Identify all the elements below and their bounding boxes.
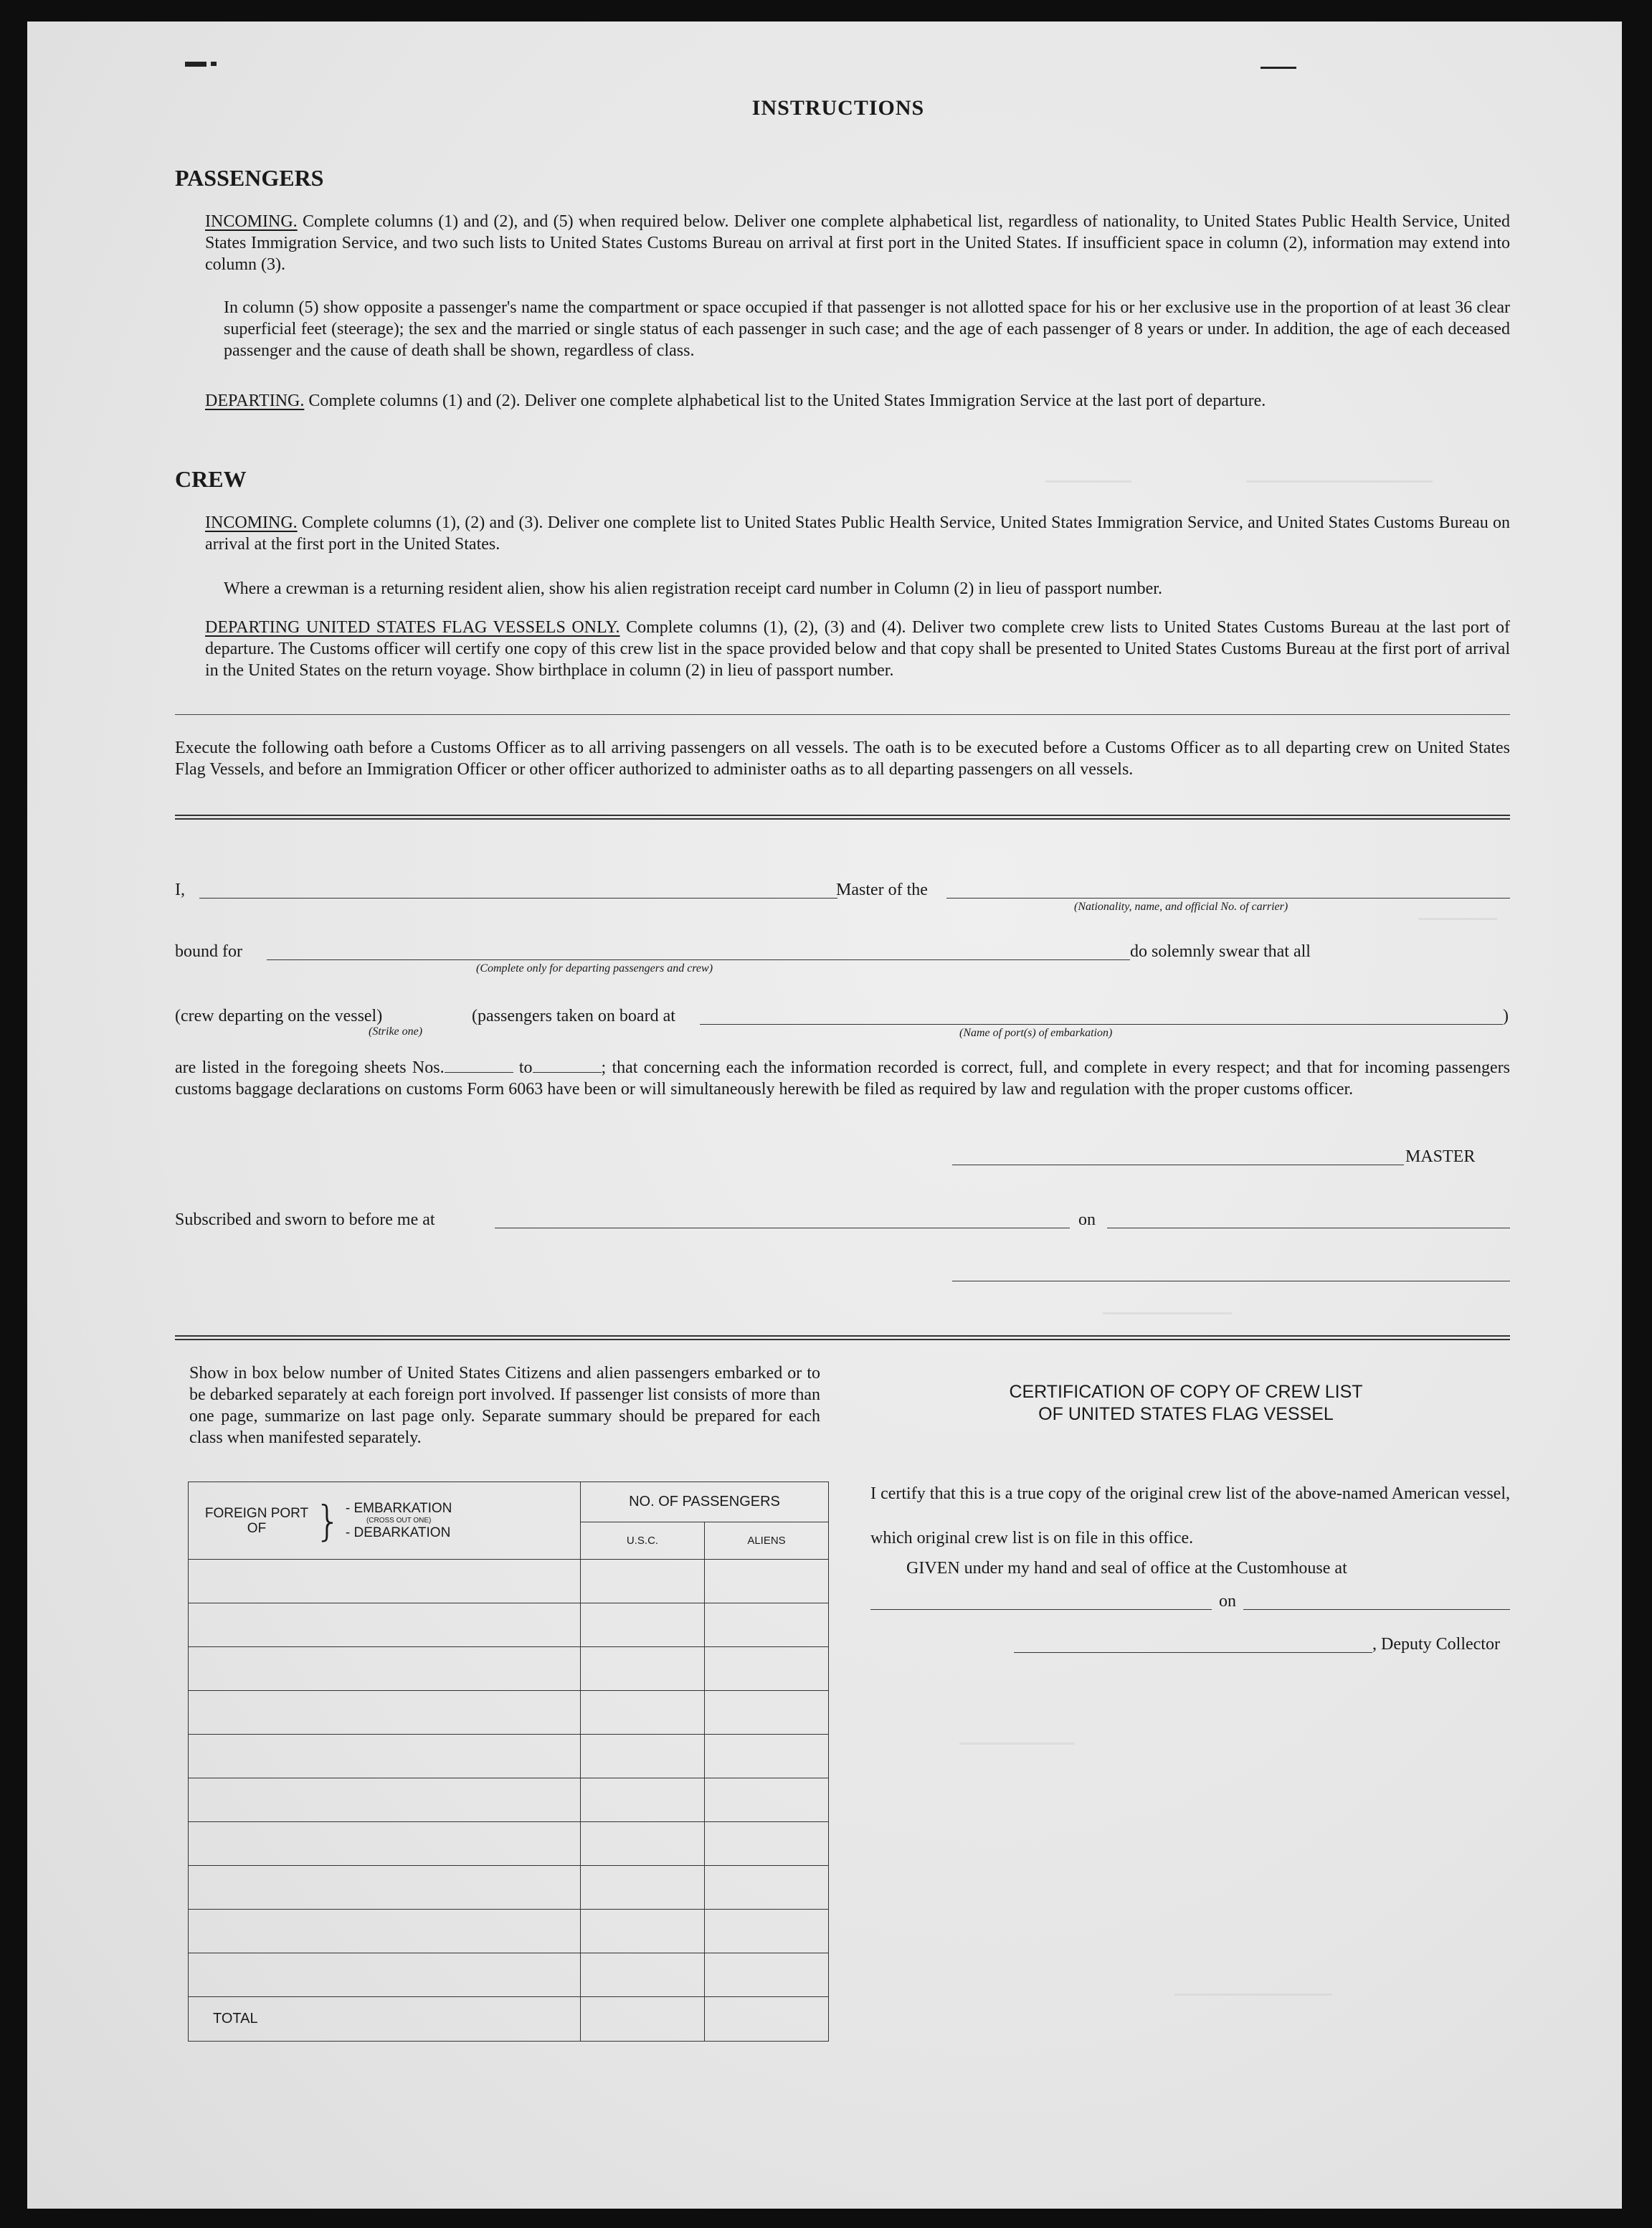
summary-row[interactable]	[189, 1735, 829, 1778]
customhouse-field[interactable]	[870, 1609, 1212, 1610]
certification-text: I certify that this is a true copy of the original crew list of the above-named American vessel, which original crew list is on file in this office.	[870, 1484, 1510, 1547]
form-sheet	[27, 22, 1622, 2209]
oath-name-field[interactable]	[199, 898, 837, 899]
oath-bound-for-label: bound for	[175, 942, 242, 961]
oath-sheets-paragraph	[175, 1057, 1510, 1100]
certification-date-field[interactable]	[1243, 1609, 1510, 1610]
subscribed-label: Subscribed and sworn to before me at	[175, 1210, 435, 1229]
passengers-departing-paragraph	[205, 390, 1510, 412]
summary-col-foreign-port: FOREIGN PORT OF	[204, 1505, 309, 1536]
oath-sheets-to: to	[518, 1058, 533, 1077]
brace-icon: }	[315, 1496, 341, 1545]
passenger-summary-table	[188, 1482, 829, 2042]
page-title: INSTRUCTIONS	[751, 96, 925, 120]
oath-bound-caption: (Complete only for departing passengers and crew)	[476, 962, 713, 975]
summary-total-row[interactable]	[189, 1997, 829, 2042]
double-divider	[175, 1335, 1510, 1340]
oath-swear-text: do solemnly swear that all	[1130, 942, 1311, 961]
certification-title-line2: OF UNITED STATES FLAG VESSEL	[1038, 1404, 1334, 1424]
crew-departing-label: DEPARTING UNITED STATES FLAG VESSELS ONLY.	[205, 618, 620, 637]
summary-cross-out: (CROSS OUT ONE)	[366, 1517, 432, 1525]
summary-header-port	[189, 1482, 581, 1560]
certification-title	[870, 1381, 1501, 1426]
passengers-incoming-paragraph	[205, 211, 1510, 275]
summary-row[interactable]	[189, 1953, 829, 1997]
passengers-departing-label: DEPARTING.	[205, 392, 305, 410]
oath-strike-one-caption: (Strike one)	[369, 1025, 423, 1038]
summary-debarkation[interactable]: - DEBARKATION	[345, 1525, 451, 1540]
crew-incoming-label: INCOMING.	[205, 513, 298, 532]
oath-destination-field[interactable]	[267, 959, 1130, 960]
crew-incoming-text: Complete columns (1), (2) and (3). Deliver one complete list to United States Public Health Service, United States Immigration Service, and United States Customs Bureau on arrival at the first port in the United States.	[205, 513, 1511, 554]
summary-no-passengers: NO. OF PASSENGERS	[581, 1482, 829, 1522]
summary-embarkation[interactable]: - EMBARKATION	[345, 1501, 452, 1516]
passengers-incoming-text: Complete columns (1) and (2), and (5) when required below. Deliver one complete alphabetical list, regardless of nationality, to United States Public Health Service, United States Immigration Service, and two such lists to United States Customs Bureau on arrival at first port in the United States. If insufficient space in column (2), information may extend into column (3).	[205, 212, 1510, 274]
oath-crew-departing[interactable]: (crew departing on the vessel)	[175, 1007, 383, 1025]
crew-departing-text: Complete columns (1), (2), (3) and (4). Deliver two complete crew lists to United States Customs Bureau at the last port of departure. The Customs officer will certify one copy of this crew list in the space provided below and that copy shall be presented to United States Customs Bureau at the first port of arrival in the United States on the return voyage. Show birthplace in column (2) in lieu of passport number.	[205, 618, 1511, 680]
summary-row[interactable]	[189, 1603, 829, 1647]
summary-row[interactable]	[189, 1822, 829, 1866]
certification-title-line1: CERTIFICATION OF COPY OF CREW LIST	[1009, 1382, 1363, 1402]
oath-embarkation-ports-field[interactable]	[700, 1024, 1503, 1025]
double-divider	[175, 815, 1510, 820]
certification-given: GIVEN under my hand and seal of office at the Customhouse at	[906, 1559, 1347, 1578]
oath-intro: Execute the following oath before a Customs Officer as to all arriving passengers on all vessels. The oath is to be executed before a Customs Officer as to all departing crew on United States Flag Vessels, and before an Immigration Officer or other officer authorized to administer oaths as to all departing passengers on all vessels.	[175, 739, 1510, 779]
passengers-heading: PASSENGERS	[175, 165, 324, 191]
oath-ports-caption: (Name of port(s) of embarkation)	[959, 1027, 1113, 1039]
oath-carrier-field[interactable]	[946, 898, 1510, 899]
oath-sheets-prefix: are listed in the foregoing sheets Nos.	[175, 1058, 445, 1077]
master-label: MASTER	[1405, 1147, 1476, 1166]
subscribed-on-label: on	[1078, 1210, 1096, 1229]
deputy-collector-signature-field[interactable]	[1014, 1652, 1372, 1653]
summary-total-label: TOTAL	[189, 1997, 581, 2042]
oath-close-paren: )	[1503, 1007, 1509, 1025]
summary-row[interactable]	[189, 1778, 829, 1822]
oath-sheet-from-field[interactable]	[445, 1059, 513, 1073]
deputy-collector-label: , Deputy Collector	[1372, 1635, 1500, 1654]
summary-aliens: ALIENS	[705, 1522, 829, 1560]
summary-row[interactable]	[189, 1910, 829, 1953]
passengers-departing-text: Complete columns (1) and (2). Deliver one complete alphabetical list to the United States Immigration Service at the last port of departure.	[308, 392, 1266, 410]
summary-row[interactable]	[189, 1866, 829, 1910]
crew-incoming-paragraph	[205, 512, 1510, 555]
passengers-incoming-label: INCOMING.	[205, 212, 298, 231]
crew-departing-paragraph	[205, 617, 1510, 681]
divider	[175, 714, 1510, 715]
summary-usc: U.S.C.	[581, 1522, 705, 1560]
oath-master-of-label: Master of the	[836, 881, 928, 899]
oath-sheets-rest: ; that concerning each the information recorded is correct, full, and complete in every respect; and that for incoming passengers customs baggage declarations on customs Form 6063 have been or will simultaneously herewith be filed as required by law and regulation with the proper customs officer.	[175, 1058, 1510, 1099]
oath-passengers-taken[interactable]: (passengers taken on board at	[472, 1007, 675, 1025]
oath-carrier-caption: (Nationality, name, and official No. of carrier)	[1074, 901, 1288, 913]
summary-row[interactable]	[189, 1647, 829, 1691]
crew-heading: CREW	[175, 466, 247, 492]
summary-row[interactable]	[189, 1691, 829, 1735]
summary-row[interactable]	[189, 1560, 829, 1603]
oath-i-label: I,	[175, 881, 185, 899]
oath-sheet-to-field[interactable]	[533, 1059, 602, 1073]
crew-resident-alien-paragraph: Where a crewman is a returning resident alien, show his alien registration receipt card number in Column (2) in lieu of passport number.	[224, 579, 1162, 598]
summary-instructions: Show in box below number of United States Citizens and alien passengers embarked or to be debarked separately at each foreign port involved. If passenger list consists of more than one page, summarize on last page only. Separate summary should be prepared for each class when manifested separately.	[189, 1364, 820, 1447]
passengers-column5-paragraph: In column (5) show opposite a passenger's name the compartment or space occupied if that passenger is not allotted space for his or her exclusive use in the proportion of at least 36 clear superficial feet (steerage); the sex and the married or single status of each passenger in such case; and the age of each passenger of 8 years or under. In addition, the age of each deceased passenger and the cause of death shall be shown, regardless of class.	[224, 298, 1510, 360]
certification-on-label: on	[1219, 1592, 1236, 1611]
